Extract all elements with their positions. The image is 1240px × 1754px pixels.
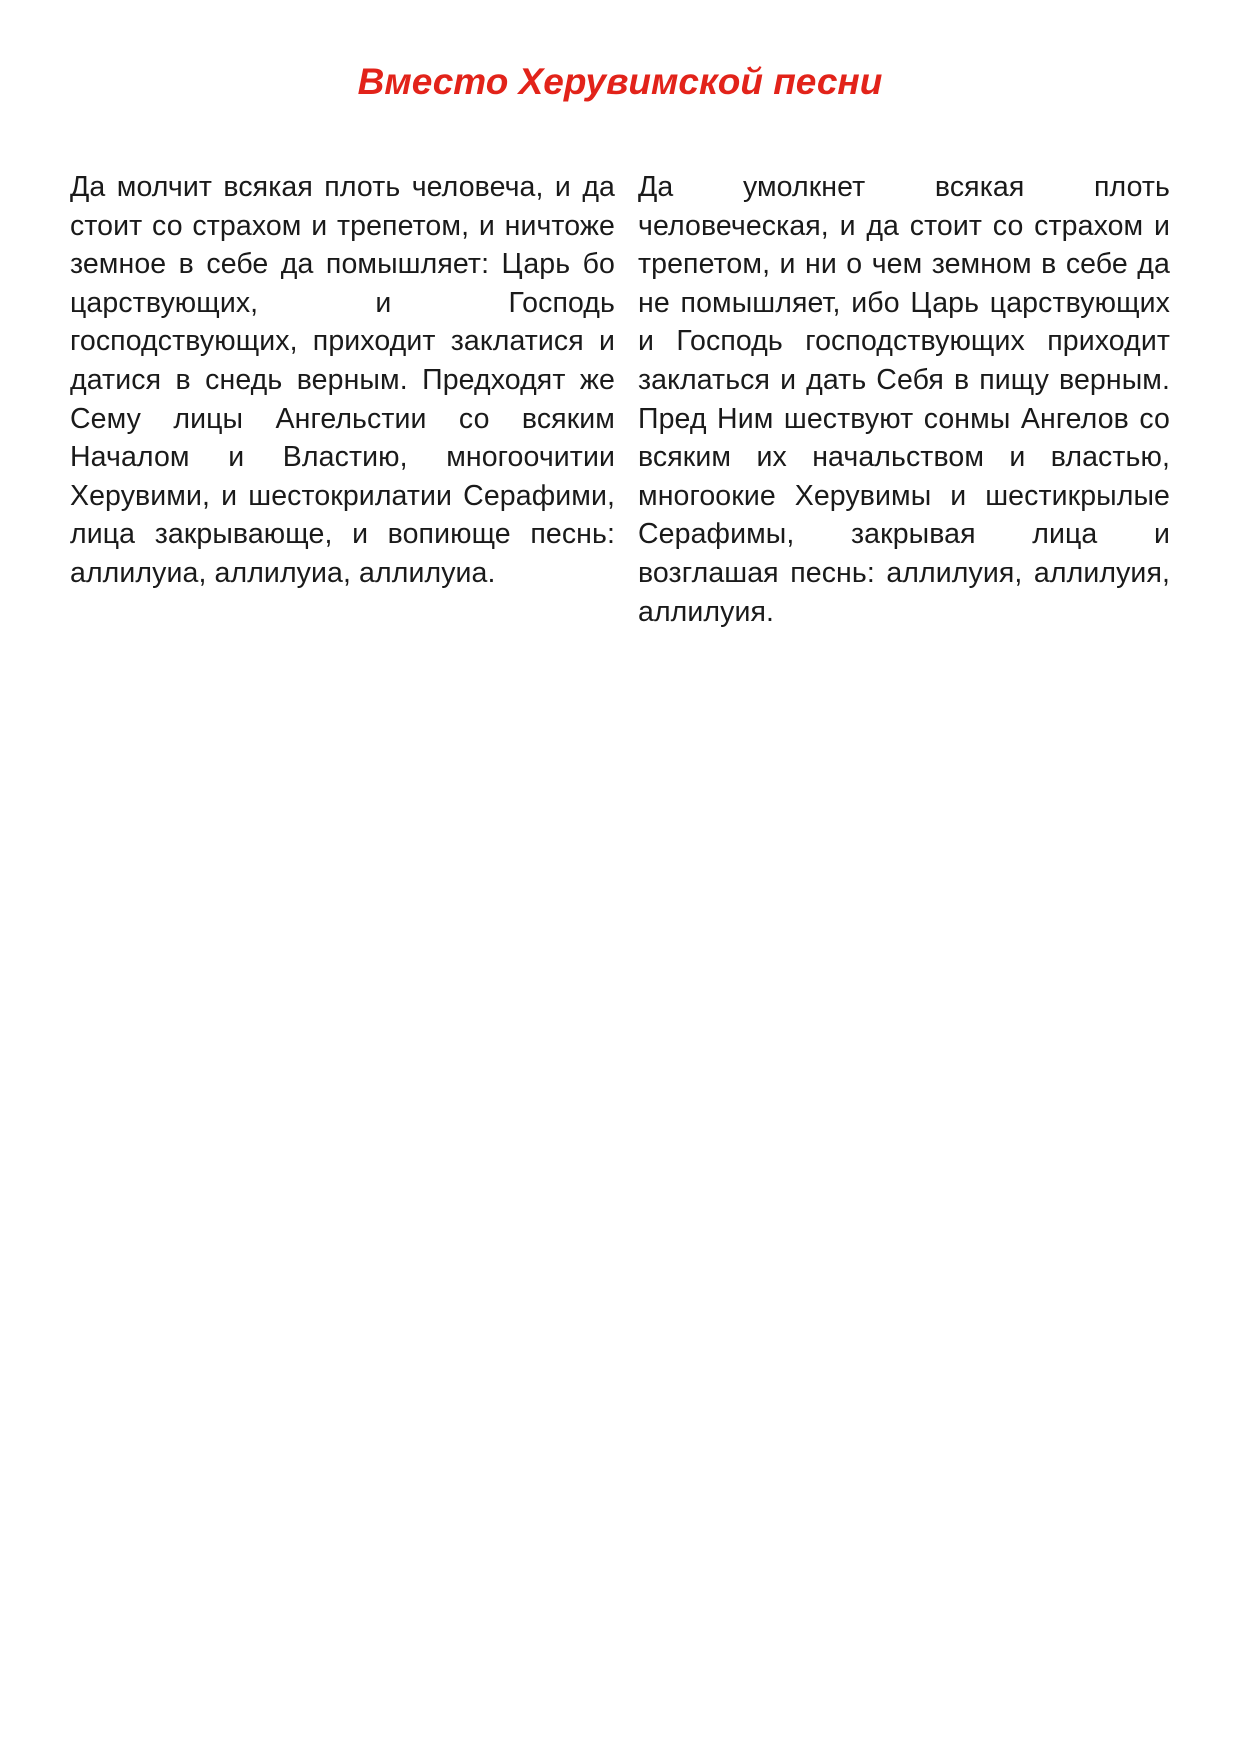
russian-translation-text-column: Да умолкнет всякая плоть человеческая, и да стоит со страхом и трепетом, и ни о чем земном в себе да не помышляет, ибо Царь царствующих и Господь господствующих приходит заклаться и дать Себя в пищу верным. Пред Ним шествуют сонмы Ангелов со всяким их начальством и властью, многоокие Херувимы и шестикрылые Серафимы, закрывая лица и возглашая песнь: аллилуия, аллилуия, аллилуия.: [638, 171, 1170, 628]
church-slavonic-text-column: Да молчит всякая плоть человеча, и да стоит со страхом и трепетом, и ничтоже земное в себе да помышляет: Царь бо царствующих, и Господь господствующих, приходит заклатися и датися в снедь верным. Предходят же Сему лицы Ангельстии со всяким Началом и Властию, многоочитии Херувими, и шестокрилатии Серафими, лица закрывающе, и вопиюще песнь: аллилуиа, аллилуиа, аллилуиа.: [70, 171, 615, 589]
page-title: Вместо Херувимской песни: [357, 61, 883, 102]
